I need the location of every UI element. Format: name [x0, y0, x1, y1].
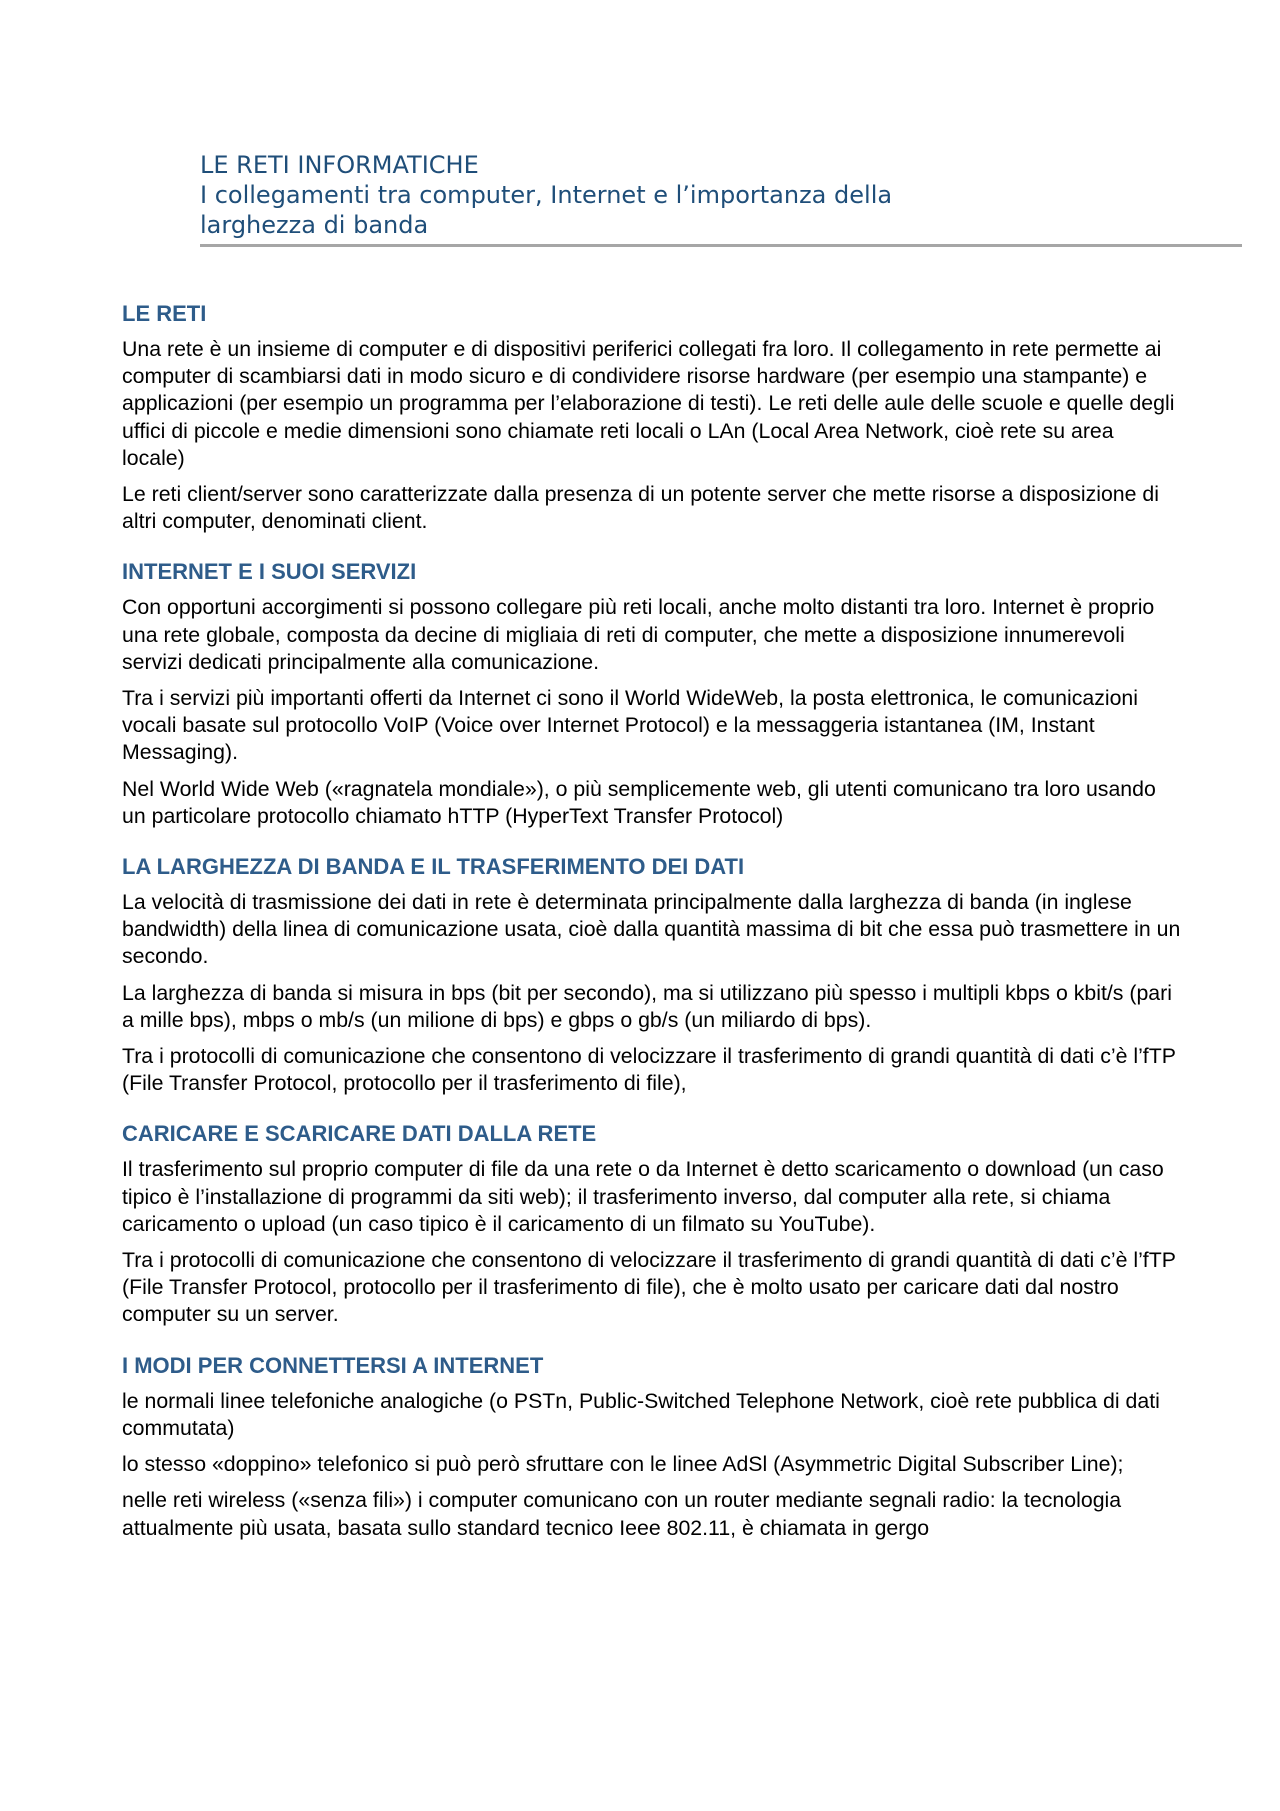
section-heading: LE RETI [122, 301, 207, 326]
paragraph: Tra i servizi più importanti offerti da Internet ci sono il World WideWeb, la posta elettronica, le comunicazioni vocali basate sul protocollo VoIP (Voice over Internet Protocol) e la messaggeria istantanea (IM, Instant Messaging). [122, 686, 1139, 765]
section-caricare-scaricare [122, 1120, 1182, 1328]
paragraph: La velocità di trasmissione dei dati in rete è determinata principalmente dalla larghezza di banda (in inglese bandwidth) della linea di comunicazione usata, cioè dalla quantità massima di bit che essa può trasmettere in un secondo. [122, 890, 1181, 969]
paragraph: lo stesso «doppino» telefonico si può però sfruttare con le linee AdSl (Asymmetric Digital Subscriber Line); [122, 1452, 1124, 1477]
paragraph: Tra i protocolli di comunicazione che consentono di velocizzare il trasferimento di grandi quantità di dati c’è l’fTP (File Transfer Protocol, protocollo per il trasferimento di file), che è molto usato per caricare dati dal nostro computer su un server. [122, 1248, 1176, 1327]
paragraph: La larghezza di banda si misura in bps (bit per secondo), ma si utilizzano più spesso i multipli kbps o kbit/s (pari a mille bps), mbps o mb/s (un milione di bps) e gbps o gb/s (un miliardo di bps). [122, 980, 1172, 1032]
paragraph: nelle reti wireless («senza fili») i computer comunicano con un router mediante segnali radio: la tecnologia attualmente più usata, basata sullo standard tecnico Ieee 802.11, è chiamata in gergo [122, 1488, 1122, 1540]
paragraph: Nel World Wide Web («ragnatela mondiale»), o più semplicemente web, gli utenti comunicano tra loro usando un particolare protocollo chiamato hTTP (HyperText Transfer Protocol) [122, 776, 1156, 828]
paragraph: le normali linee telefoniche analogiche (o PSTn, Public-Switched Telephone Network, cioè rete pubblica di dati commutata) [122, 1388, 1160, 1440]
section-heading: I MODI PER CONNETTERSI A INTERNET [122, 1352, 544, 1378]
document-subtitle-line-2: larghezza di banda [200, 211, 429, 239]
section-heading: INTERNET E I SUOI SERVIZI [122, 559, 417, 585]
document-title: LE RETI INFORMATICHE [200, 151, 479, 179]
section-le-reti [122, 300, 1182, 535]
document-header [200, 150, 1242, 247]
section-larghezza-banda [122, 853, 1182, 1097]
section-modi-connettersi [122, 1352, 1182, 1542]
section-heading: CARICARE E SCARICARE DATI DALLA RETE [122, 1121, 597, 1147]
document-subtitle-line-1: I collegamenti tra computer, Internet e l’importanza della [200, 181, 893, 209]
section-heading: LA LARGHEZZA DI BANDA E IL TRASFERIMENTO DEI DATI [122, 854, 745, 880]
paragraph: Le reti client/server sono caratterizzate dalla presenza di un potente server che mette risorse a disposizione di altri computer, denominati client. [122, 482, 1159, 534]
section-internet-servizi [122, 558, 1182, 830]
paragraph: Tra i protocolli di comunicazione che consentono di velocizzare il trasferimento di grandi quantità di dati c’è l’fTP (File Transfer Protocol, protocollo per il trasferimento di file), [122, 1044, 1176, 1096]
paragraph: Con opportuni accorgimenti si possono collegare più reti locali, anche molto distanti tra loro. Internet è proprio una rete globale, composta da decine di migliaia di reti di computer, che mette a disposizione innumerevoli servizi dedicati principalmente alla comunicazione. [122, 595, 1155, 674]
paragraph: Una rete è un insieme di computer e di dispositivi periferici collegati fra loro. Il collegamento in rete permette ai computer di scambiarsi dati in modo sicuro e di condividere risorse hardware (per esempio una stampante) e applicazioni (per esempio un programma per l’elaborazione di testi). Le reti delle aule delle scuole e quelle degli uffici di piccole e medie dimensioni sono chiamate reti locali o LAn (Local Area Network, cioè rete su area locale) [122, 337, 1175, 470]
document-body [122, 300, 1182, 1565]
paragraph: Il trasferimento sul proprio computer di file da una rete o da Internet è detto scaricamento o download (un caso tipico è l’installazione di programmi da siti web); il trasferimento inverso, dal computer alla rete, si chiama caricamento o upload (un caso tipico è il caricamento di un filmato su YouTube). [122, 1157, 1164, 1236]
